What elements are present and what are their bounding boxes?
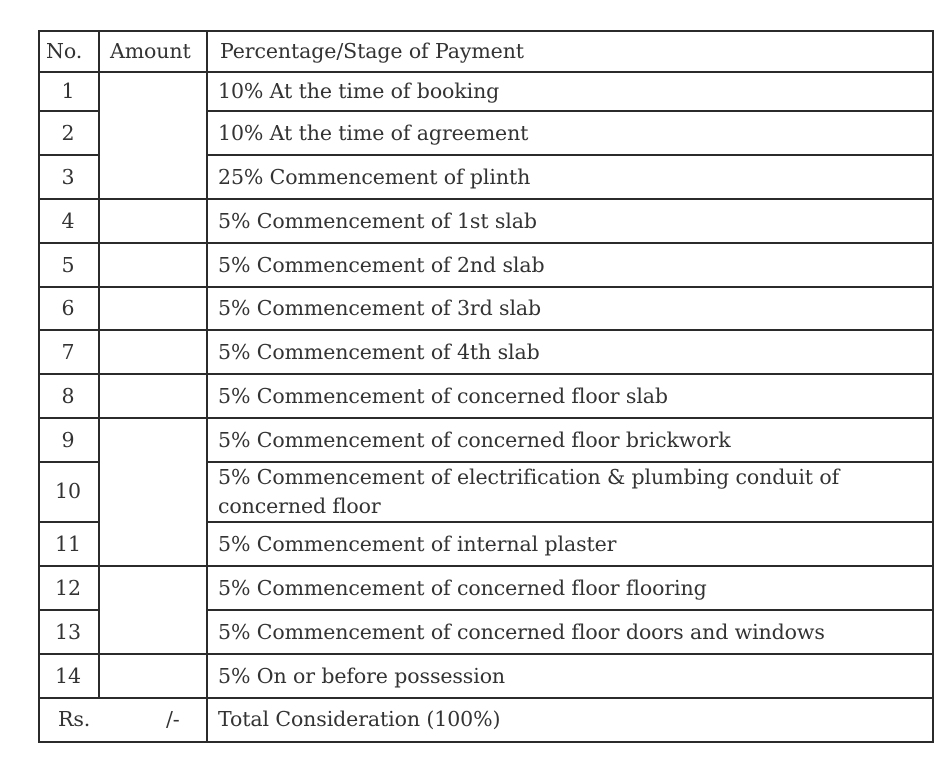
row-divider <box>38 565 934 567</box>
row-12-no: 12 <box>55 576 81 600</box>
row-7-no: 7 <box>61 340 75 364</box>
total-rs: Rs. <box>58 707 91 731</box>
row-10-stage: 5% Commencement of electrification & plumbing conduit of <box>218 465 840 489</box>
row-divider <box>38 373 934 375</box>
row-divider <box>38 198 934 200</box>
row-divider <box>38 286 934 288</box>
row-2-no: 2 <box>61 121 75 145</box>
row-9-stage: 5% Commencement of concerned floor brickwork <box>218 428 731 452</box>
row-10-no: 10 <box>55 479 81 503</box>
row-2-stage: 10% At the time of agreement <box>218 121 529 145</box>
header-stage: Percentage/Stage of Payment <box>220 39 524 63</box>
row-14-stage: 5% On or before possession <box>218 664 506 688</box>
row-6-stage: 5% Commencement of 3rd slab <box>218 296 542 320</box>
row-10-stage-line2: concerned floor <box>218 494 381 518</box>
row-divider <box>38 242 934 244</box>
row-divider <box>38 417 934 419</box>
row-divider <box>208 521 934 523</box>
border-top <box>38 30 934 32</box>
row-divider <box>208 609 934 611</box>
row-divider <box>38 461 98 463</box>
row-divider <box>38 110 98 112</box>
row-7-stage: 5% Commencement of 4th slab <box>218 340 540 364</box>
row-6-no: 6 <box>61 296 75 320</box>
row-9-no: 9 <box>61 428 75 452</box>
row-14-no: 14 <box>55 664 81 688</box>
row-11-no: 11 <box>55 532 81 556</box>
header-no: No. <box>46 39 83 63</box>
payment-schedule-table <box>38 30 934 743</box>
column-divider <box>98 30 100 697</box>
border-bottom <box>38 741 934 743</box>
row-5-no: 5 <box>61 253 75 277</box>
row-3-stage: 25% Commencement of plinth <box>218 165 531 189</box>
total-suffix: /- <box>166 707 180 731</box>
row-divider <box>38 329 934 331</box>
header-amount: Amount <box>110 39 191 63</box>
column-divider <box>206 30 208 743</box>
row-4-stage: 5% Commencement of 1st slab <box>218 209 537 233</box>
row-divider <box>208 154 934 156</box>
row-11-stage: 5% Commencement of internal plaster <box>218 532 617 556</box>
row-12-stage: 5% Commencement of concerned floor flooring <box>218 576 707 600</box>
row-4-no: 4 <box>61 209 75 233</box>
row-13-stage: 5% Commencement of concerned floor doors and windows <box>218 620 825 644</box>
border-right <box>932 30 934 743</box>
row-1-stage: 10% At the time of booking <box>218 79 500 103</box>
row-divider <box>38 609 98 611</box>
row-divider <box>38 697 934 699</box>
row-5-stage: 5% Commencement of 2nd slab <box>218 253 545 277</box>
row-8-stage: 5% Commencement of concerned floor slab <box>218 384 668 408</box>
row-divider <box>38 154 98 156</box>
row-divider <box>208 110 934 112</box>
row-8-no: 8 <box>61 384 75 408</box>
row-divider <box>38 521 98 523</box>
row-3-no: 3 <box>61 165 75 189</box>
total-label: Total Consideration (100%) <box>218 707 501 731</box>
row-divider <box>38 71 934 73</box>
row-1-no: 1 <box>61 79 75 103</box>
row-13-no: 13 <box>55 620 81 644</box>
row-divider <box>38 653 934 655</box>
